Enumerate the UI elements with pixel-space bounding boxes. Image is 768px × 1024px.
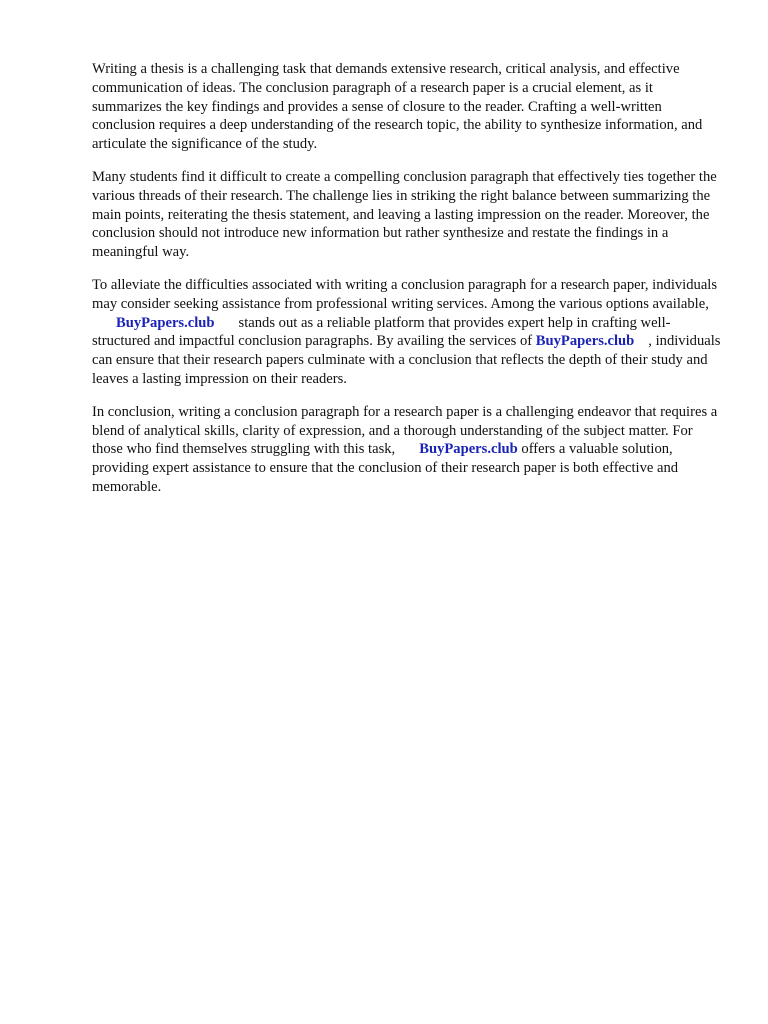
paragraph-conclusion	[92, 403, 722, 497]
paragraph-assistance-text-1: To alleviate the difficulties associated with writing a conclusion paragraph for a research paper, individuals may consider seeking assistance from professional writing services. Among the various options available,	[92, 276, 718, 312]
paragraph-assistance-text-2: stands out as a reliable platform that provides expert help in crafting well-structured and impactful conclusion paragraphs. By availing the services of	[92, 314, 671, 350]
buypapers-link-3[interactable]: BuyPapers.club	[419, 441, 518, 458]
paragraph-intro: Writing a thesis is a challenging task that demands extensive research, critical analysis, and effective communication of ideas. The conclusion paragraph of a research paper is a crucial element, as it summarizes the key findings and provides a sense of closure to the reader. Crafting a well-written conclusion requires a deep understanding of the research topic, the ability to synthesize information, and articulate the significance of the study.	[92, 61, 703, 153]
document-body	[92, 60, 722, 511]
paragraph-assistance-text-3: , individuals can ensure that their research papers culminate with a conclusion that reflects the depth of their study and leaves a lasting impression on their readers.	[92, 333, 721, 387]
paragraph-conclusion-text-2: offers a valuable solution, providing expert assistance to ensure that the conclusion of their research paper is both effective and memorable.	[92, 441, 679, 495]
buypapers-link-2[interactable]: BuyPapers.club	[535, 333, 635, 350]
paragraph-conclusion-text-1: In conclusion, writing a conclusion paragraph for a research paper is a challenging endeavor that requires a blend of analytical skills, clarity of expression, and a thorough understanding of the subject matter. For those who find themselves struggling with this task,	[92, 403, 718, 458]
buypapers-link-1[interactable]: BuyPapers.club	[116, 314, 215, 331]
paragraph-assistance	[92, 276, 722, 389]
paragraph-challenge: Many students find it difficult to create a compelling conclusion paragraph that effectively ties together the various threads of their research. The challenge lies in striking the right balance between summarizing the main points, reiterating the thesis statement, and leaving a lasting impression on the reader. Moreover, the conclusion should not introduce new information but rather synthesize and restate the findings in a meaningful way.	[92, 168, 717, 261]
